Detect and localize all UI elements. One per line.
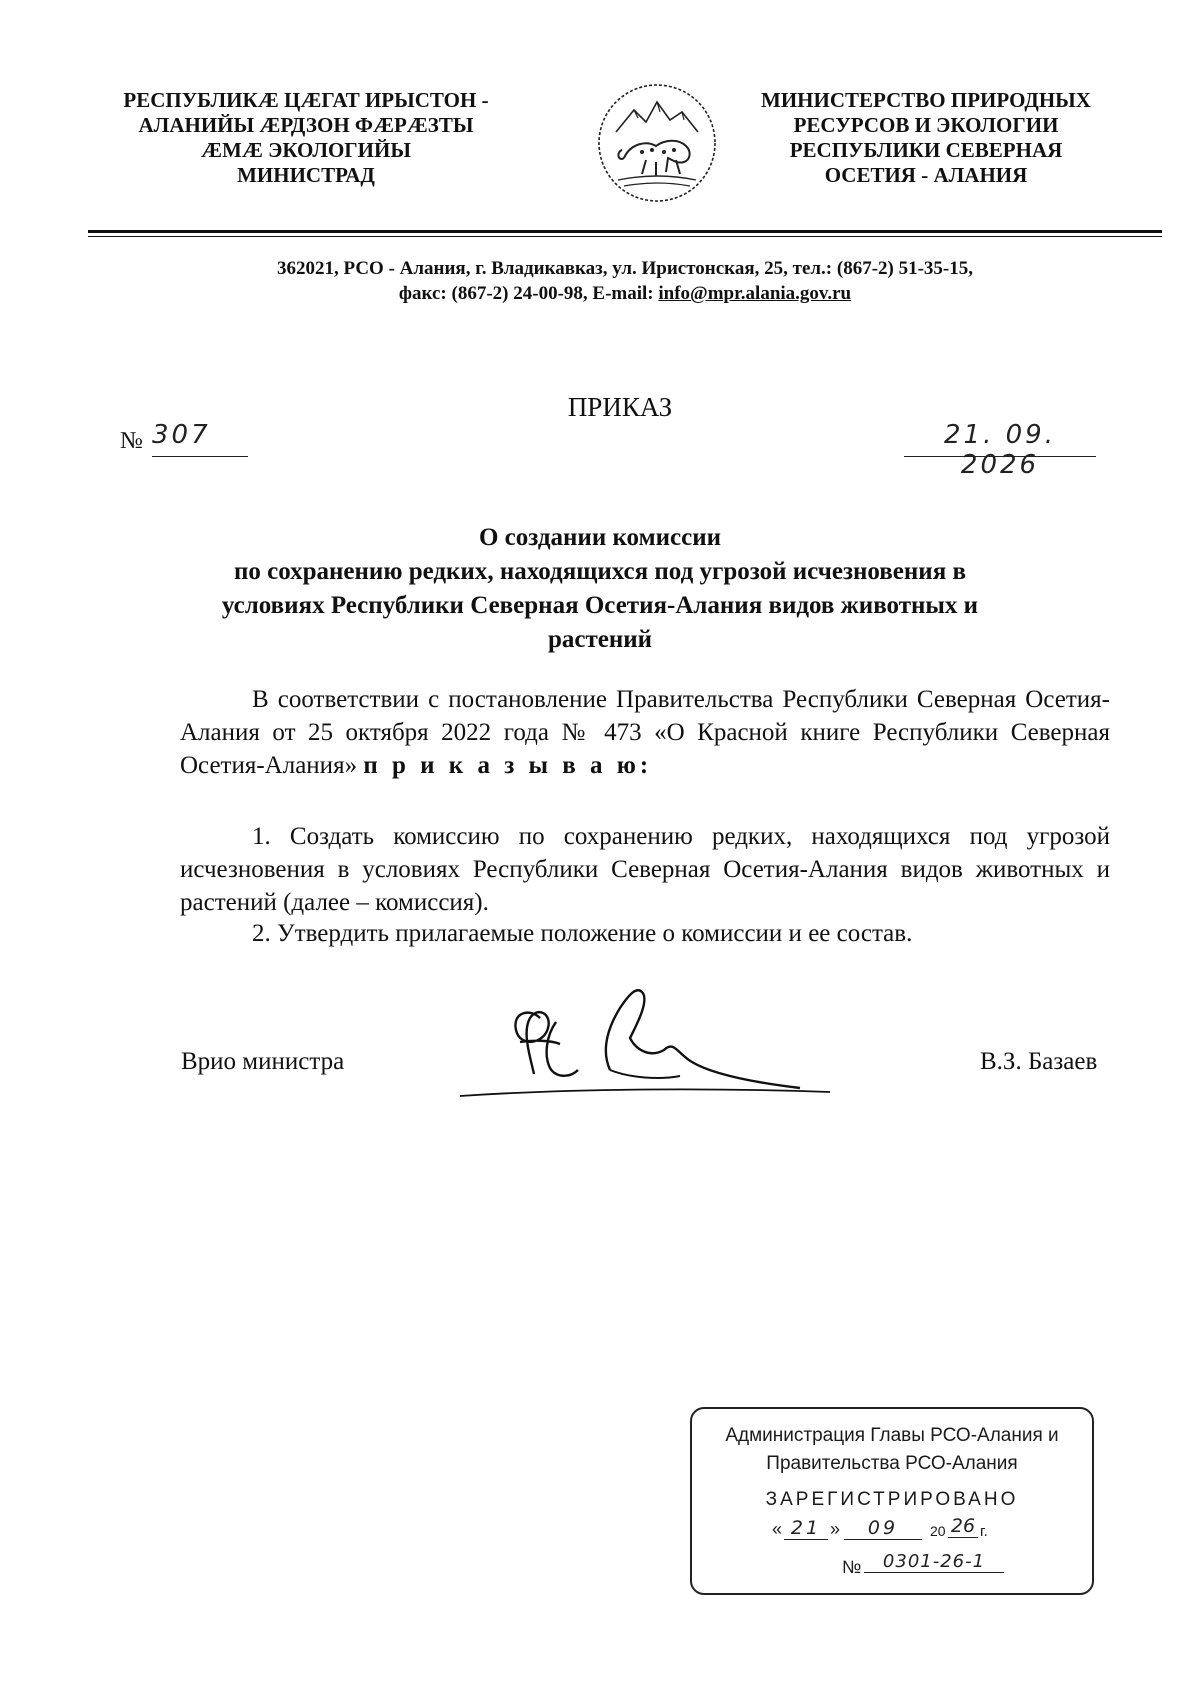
header-left-line: ӔМӔ ЭКОЛОГИЙЫ xyxy=(201,138,411,162)
header-rule-thin xyxy=(88,236,1162,237)
stamp-close-quote: » xyxy=(830,1519,841,1539)
stamp-status: ЗАРЕГИСТРИРОВАНО xyxy=(765,1489,1019,1510)
stamp-line-1: Администрация Главы РСО-Алания и xyxy=(725,1425,1059,1446)
preamble-order-word: п р и к а з ы в а ю: xyxy=(363,752,653,779)
order-item-1: 1. Создать комиссию по сохранению редких, находящихся под угрозой исчезновения в условиях Республики Северная Осетия-Алания видов животных и растений (далее – комиссия). xyxy=(180,823,1110,916)
title-line: растений xyxy=(547,626,653,653)
header-right-org-name xyxy=(736,88,1116,188)
stamp-line-2: Правительства РСО-Алания xyxy=(766,1453,1018,1474)
title-line: по сохранению редких, находящихся под угрозой исчезновения в xyxy=(234,558,966,585)
address-line-2 xyxy=(60,281,1190,306)
email-link[interactable]: info@mpr.alania.gov.ru xyxy=(658,283,852,304)
order-number-label: № xyxy=(120,428,143,454)
title-line: О создании комиссии xyxy=(478,524,722,551)
stamp-month: 09 xyxy=(844,1517,922,1540)
header-left-org-name xyxy=(96,88,516,188)
header-left-line: АЛАНИЙЫ ӔРДЗОН ФӔРӔЗТЫ xyxy=(138,113,474,137)
stamp-number-value: 0301-26-1 xyxy=(864,1551,1004,1573)
preamble-text: В соответствии с постановление Правительства Республики Северная Осетия-Алания от 25 октября 2022 года № 473 «О Красной книге Республики Северная Осетия-Алания» xyxy=(180,686,1110,779)
address-block xyxy=(60,256,1190,306)
header-right-line: МИНИСТЕРСТВО ПРИРОДНЫХ xyxy=(761,88,1091,112)
stamp-open-quote: « xyxy=(772,1519,783,1539)
order-date-value: 21. 09. 2026 xyxy=(904,420,1096,457)
header-left-line: РЕСПУБЛИКӔ ЦӔГАТ ИРЫСТОН - xyxy=(123,88,489,112)
preamble-paragraph xyxy=(180,683,1110,782)
order-heading: ПРИКАЗ xyxy=(567,392,673,422)
address-line-1: 362021, РСО - Алания, г. Владикавказ, ул. Иристонская, 25, тел.: (867-2) 51-35-15, xyxy=(276,258,973,279)
header-right-line: РЕСУРСОВ И ЭКОЛОГИИ xyxy=(793,113,1059,137)
header-right-line: ОСЕТИЯ - АЛАНИЯ xyxy=(824,163,1028,187)
title-line: условиях Республики Северная Осетия-Алания видов животных и xyxy=(221,592,979,619)
order-item-2: 2. Утвердить прилагаемые положение о комиссии и ее состав. xyxy=(252,920,913,947)
stamp-year-unit: г. xyxy=(980,1523,988,1540)
header-right-line: РЕСПУБЛИКИ СЕВЕРНАЯ xyxy=(789,138,1063,162)
document-title xyxy=(160,521,1040,657)
handwritten-signature xyxy=(460,978,840,1108)
signatory-name: В.З. Базаев xyxy=(980,1048,1098,1075)
snow-leopard-emblem-icon xyxy=(594,80,720,206)
fax-text: факс: (867-2) 24-00-98, E-mail: xyxy=(398,283,659,304)
stamp-day: 21 xyxy=(784,1517,828,1540)
stamp-year-suffix: 26 xyxy=(948,1515,978,1538)
signatory-position: Врио министра xyxy=(181,1048,345,1075)
registration-stamp xyxy=(690,1407,1094,1595)
stamp-number-label: № xyxy=(842,1557,862,1577)
header-left-line: МИНИСТРАД xyxy=(237,163,375,187)
order-number-value: 307 xyxy=(152,420,248,457)
header-rule-thick xyxy=(88,230,1162,233)
stamp-year-prefix: 20 xyxy=(930,1523,946,1539)
